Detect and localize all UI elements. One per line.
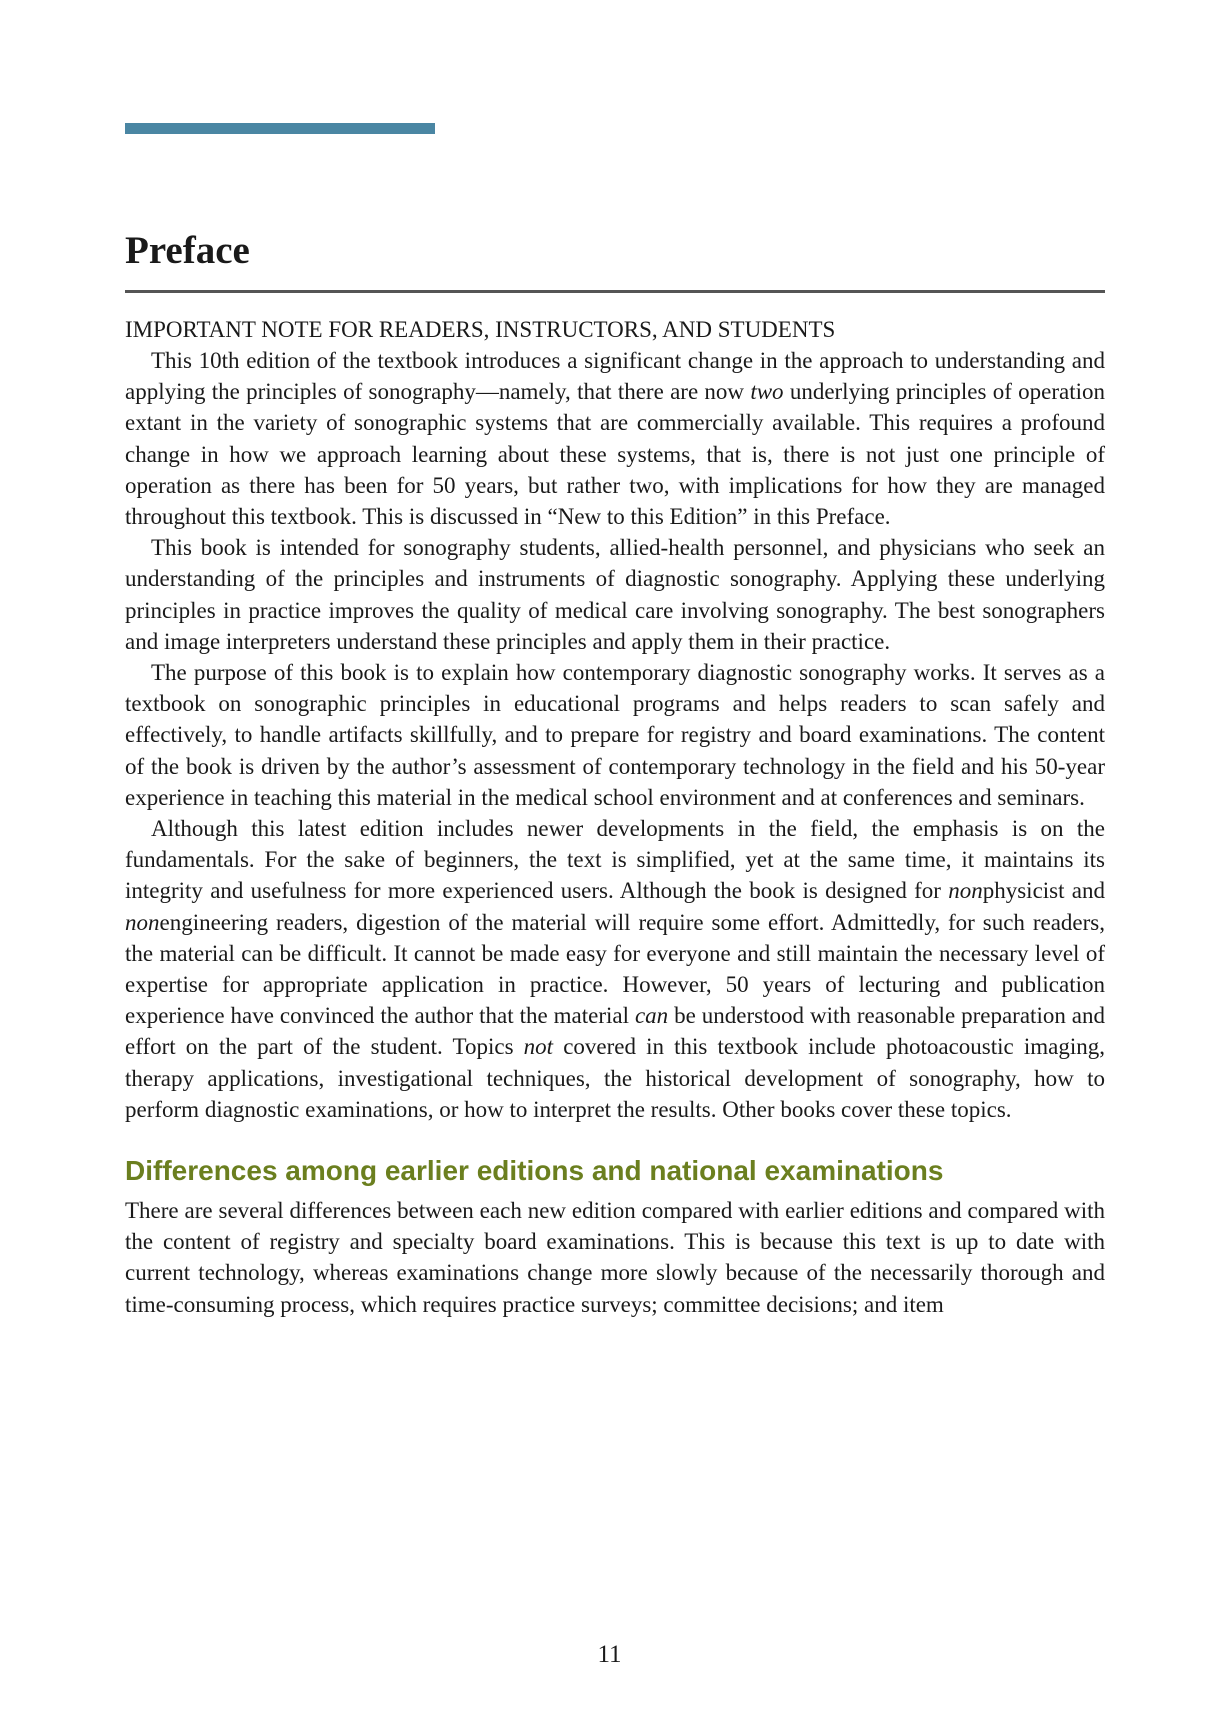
header-accent-bar	[125, 123, 435, 134]
text-run: covered in this textbook include photoacoustic imaging, therapy applications, investigational techniques, the historical development of sonography, how to perform diagnostic examinations, or how to interpret the results. Other books cover these topics.	[125, 1034, 1106, 1122]
text-run: engineering readers, digestion of the material will require some effort. Admittedly, for such readers, the material can be difficult. It cannot be made easy for everyone and still maintain the necessary level of expertise for appropriate application in practice. However, 50 years of lecturing and publication experience have convinced the author that the material	[125, 909, 1105, 1029]
important-note-heading: IMPORTANT NOTE FOR READERS, INSTRUCTORS, AND STUDENTS	[125, 317, 836, 342]
body-paragraph	[125, 345, 1105, 532]
text-run: physicist and	[982, 878, 1105, 904]
italic-text: non	[125, 909, 160, 935]
text-run: underlying principles of operation extant in the variety of sonographic systems that are commercially available. This requires a profound change in how we approach learning about these systems, that is, there is not just one principle of operation as there has been for 50 years, but rather two, with implications for how they are managed throughout this textbook. This is discussed in “New to this Edition” in this Preface.	[125, 379, 1105, 530]
text-run: This book is intended for sonography students, allied-health personnel, and physicians who seek an understanding of the principles and instruments of diagnostic sonography. Applying these underlying principles in practice improves the quality of medical care involving sonography. The best sonographers and image interpreters understand these principles and apply them in their practice.	[125, 535, 1105, 654]
page-number: 11	[597, 1641, 622, 1668]
body-paragraph	[125, 657, 1105, 813]
italic-text: two	[750, 379, 784, 405]
section-paragraph: There are several differences between each new edition compared with earlier editions and compared with the content of registry and specialty board examinations. This is because this text is up to date with current technology, whereas examinations change more slowly because of the necessarily thorough and time-consuming process, which requires practice surveys; committee decisions; and item	[125, 1198, 1105, 1317]
body-paragraph	[125, 532, 1105, 657]
title-divider	[125, 290, 1105, 293]
preface-paragraphs	[125, 345, 1105, 1125]
italic-text: can	[634, 1003, 669, 1029]
main-content	[125, 314, 1105, 1320]
text-run: Although this latest edition includes newer developments in the field, the emphasis is on the fundamentals. For the sake of beginners, the text is simplified, yet at the same time, it maintains its integrity and usefulness for more experienced users. Although the book is designed for	[125, 816, 1105, 904]
italic-text: not	[523, 1034, 554, 1060]
text-run: The purpose of this book is to explain how contemporary diagnostic sonography works. It serves as a textbook on sonographic principles in educational programs and helps readers to scan safely and effectively, to handle artifacts skillfully, and to prepare for registry and board examinations. The content of the book is driven by the author’s assessment of contemporary technology in the field and his 50-year experience in teaching this material in the medical school environment and at conferences and seminars.	[125, 660, 1105, 810]
chapter-title: Preface	[125, 229, 250, 272]
text-run: This 10th edition of the textbook introduces a significant change in the approach to understanding and applying the principles of sonography—namely, that there are now	[125, 348, 1105, 405]
italic-text: non	[948, 878, 983, 904]
section-heading: Differences among earlier editions and national examinations	[125, 1155, 944, 1187]
body-paragraph	[125, 813, 1105, 1125]
text-run: be understood with reasonable preparation and effort on the part of the student. Topics	[125, 1003, 1105, 1060]
